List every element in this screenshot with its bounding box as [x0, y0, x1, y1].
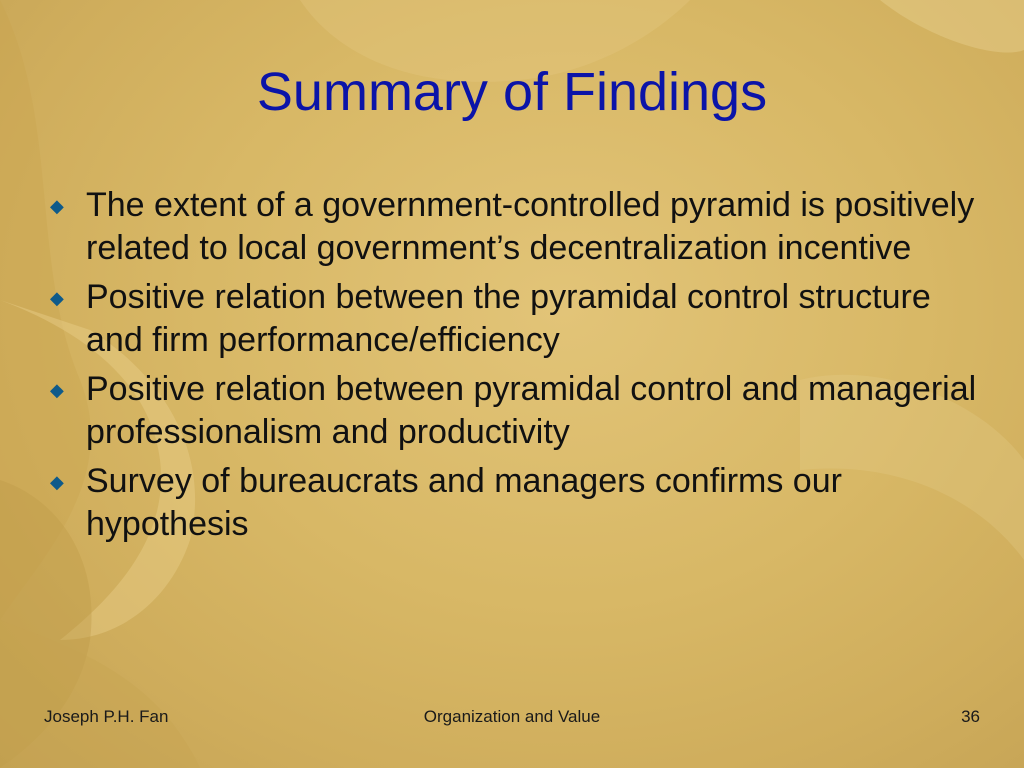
footer-author: Joseph P.H. Fan [44, 707, 169, 726]
bullet-text: Positive relation between the pyramidal control structure and firm performance/efficiency [86, 278, 931, 359]
bullet-item [48, 460, 988, 546]
bullet-text: Positive relation between pyramidal control and managerial professionalism and productivity [86, 370, 977, 451]
bullet-item [48, 368, 988, 454]
bullet-list [48, 184, 988, 552]
bullet-item [48, 276, 988, 362]
bullet-text: Survey of bureaucrats and managers confirms our hypothesis [86, 462, 842, 543]
bullet-text: The extent of a government-controlled pyramid is positively related to local government’s decentralization incentive [86, 186, 975, 267]
footer-page-number: 36 [961, 707, 980, 726]
diamond-bullet-icon: ◆ [50, 196, 64, 216]
slide-title: Summary of Findings [256, 62, 768, 122]
footer-title: Organization and Value [423, 707, 601, 726]
diamond-bullet-icon: ◆ [50, 380, 64, 400]
bullet-item [48, 184, 988, 270]
diamond-bullet-icon: ◆ [50, 472, 64, 492]
diamond-bullet-icon: ◆ [50, 288, 64, 308]
